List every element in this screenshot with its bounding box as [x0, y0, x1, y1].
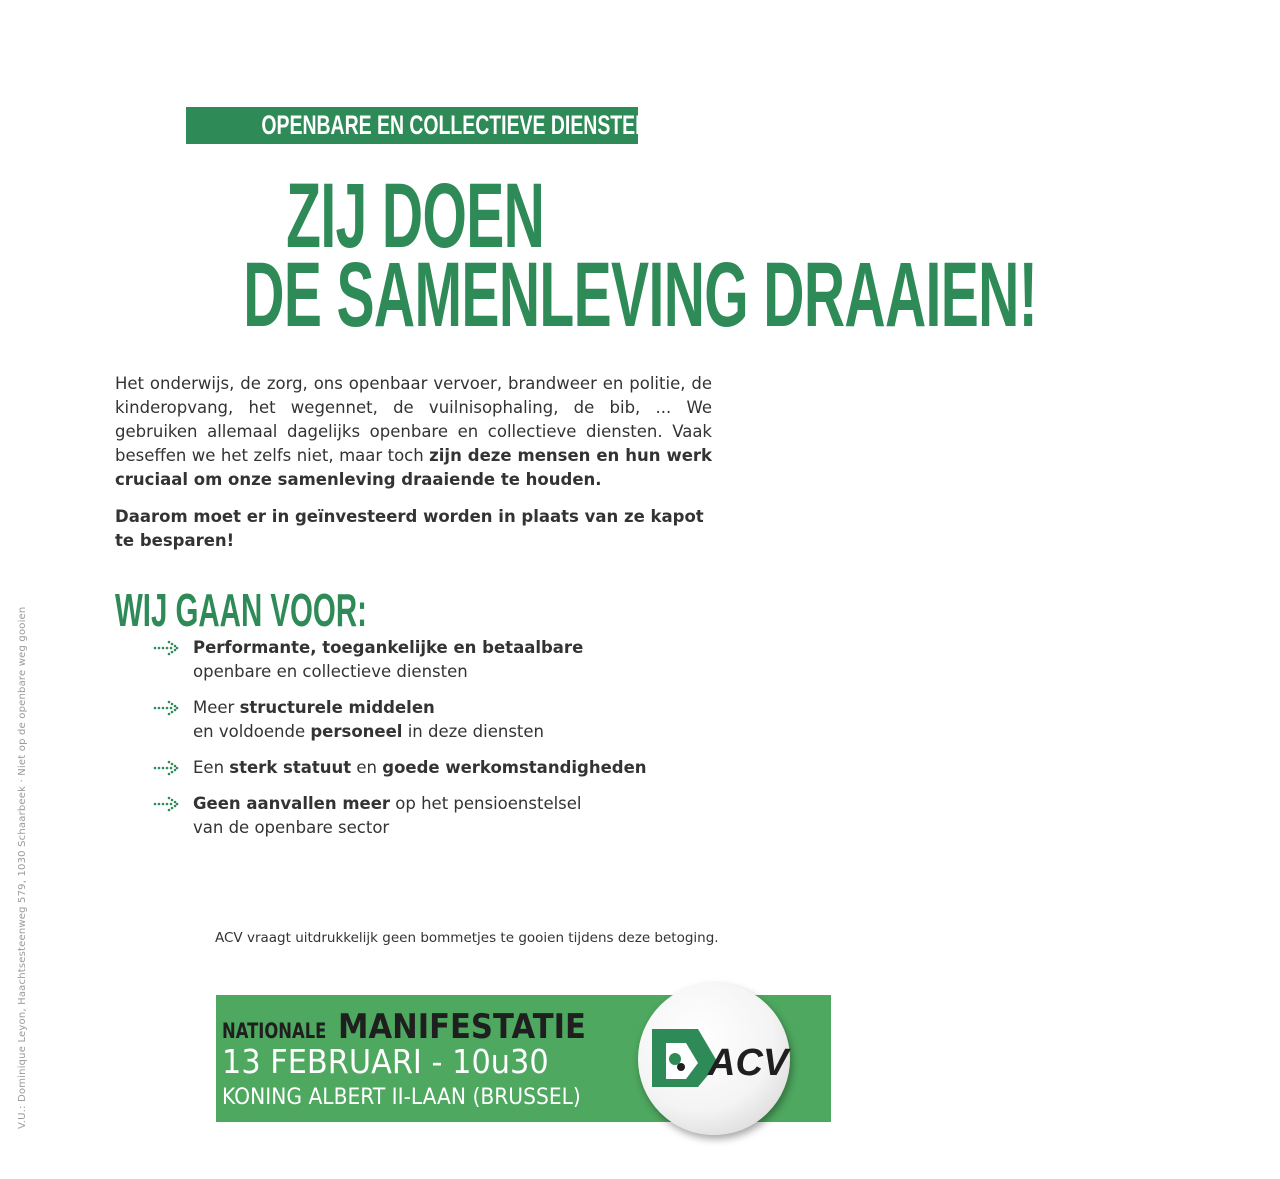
list-item: [152, 696, 544, 744]
notice-text: ACV vraagt uitdrukkelijk geen bommetjes te gooien tijdens deze betoging.: [215, 930, 719, 946]
event-title-prefix: NATIONALE: [222, 1019, 327, 1043]
category-banner: [186, 107, 650, 144]
list-item-emphasis: structurele middelen: [239, 698, 435, 717]
category-banner-label: OPENBARE EN COLLECTIEVE DIENSTEN: [261, 110, 650, 140]
headline-line-2: [0, 244, 1038, 346]
acv-logo-icon: [648, 1023, 789, 1093]
list-item-text: Meer: [193, 698, 240, 717]
logo-text: ACV: [708, 1042, 789, 1084]
list-item-emphasis: Performante, toegankelijke en betaalbare: [193, 638, 584, 657]
event-title: [222, 1007, 613, 1047]
investment-statement: Daarom moet er in geïnvesteerd worden in plaats van ze kapot te besparen!: [115, 507, 704, 550]
dotted-arrow-icon: [152, 759, 182, 777]
demands-heading-text: WIJ GAAN VOOR:: [115, 584, 367, 636]
intro-emphasis: zijn deze mensen en hun werk cruciaal om onze samenleving draaiende te houden.: [115, 446, 712, 489]
intro-paragraph: [115, 372, 712, 492]
list-item-text: van de openbare sector: [193, 818, 390, 837]
headline-line-1-text: ZIJ DOEN: [286, 165, 545, 267]
list-item: [152, 636, 583, 684]
list-item-text: in deze diensten: [402, 722, 545, 741]
acv-logo: [638, 983, 790, 1135]
list-item: [152, 792, 582, 840]
demands-heading: [115, 586, 509, 634]
list-item-text: Een: [193, 758, 230, 777]
event-title-main: MANIFESTATIE: [337, 1007, 586, 1047]
list-item-emphasis: Geen aanvallen meer: [193, 794, 391, 813]
dotted-arrow-icon: [152, 699, 182, 717]
list-item-emphasis: goede werkomstandigheden: [382, 758, 647, 777]
list-item-emphasis: personeel: [310, 722, 403, 741]
dotted-arrow-icon: [152, 639, 182, 657]
list-item-text: openbare en collectieve diensten: [193, 662, 468, 681]
event-date-time: 13 FEBRUARI - 10u30: [222, 1042, 549, 1081]
publisher-disclaimer: V.U.: Dominique Leyon, Haachtsesteenweg 579, 1030 Schaarbeek · Niet op de openbare weg gooien: [17, 606, 28, 1129]
list-item-text: op het pensioenstelsel: [390, 794, 582, 813]
headline-line-2-text: DE SAMENLEVING DRAAIEN!: [243, 244, 1038, 346]
intro-text: Het onderwijs, de zorg, ons openbaar vervoer, brandweer en politie, de kinderopvang, het wegennet, de vuilnisophaling, de bib, ... We gebruiken allemaal dagelijks openbare en collectieve diensten. Vaak beseffen we het zelfs niet, maar toch: [115, 374, 712, 465]
event-location: KONING ALBERT II-LAAN (BRUSSEL): [222, 1085, 581, 1110]
list-item-text: en voldoende: [193, 722, 311, 741]
list-item-emphasis: sterk statuut: [229, 758, 352, 777]
list-item: [152, 756, 647, 780]
dotted-arrow-icon: [152, 795, 182, 813]
list-item-text: en: [351, 758, 383, 777]
